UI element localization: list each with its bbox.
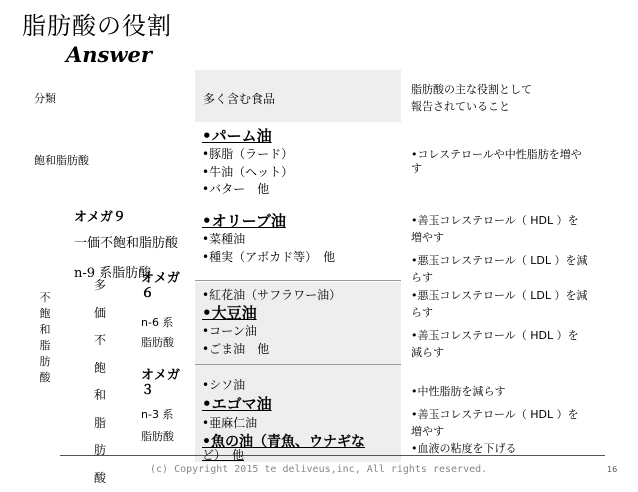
unsaturated-vertical-label: 不飽和脂肪酸 <box>39 291 51 384</box>
polyunsaturated-vertical-label: 多価不飽和脂肪酸 <box>93 278 106 485</box>
omega3-role2-line1: •善玉コレステロール（ HDL ）を <box>411 408 579 421</box>
omega6-series: n-6 系 <box>141 316 174 329</box>
omega9-food-2: •菜種油 <box>202 232 246 246</box>
omega3-food-5: ど） 他 <box>202 448 245 462</box>
copyright-footer: (c) Copyright 2015 te deliveus,inc, All rights reserved. <box>150 464 488 475</box>
omega6-role1-line2: らす <box>411 306 433 319</box>
omega9-type: 一価不飽和脂肪酸 <box>74 236 179 251</box>
omega9-series: n-9 系脂肪酸 <box>74 266 152 281</box>
omega6-series2: 脂肪酸 <box>141 336 174 349</box>
saturated-food-4: •バター 他 <box>202 182 270 196</box>
saturated-role-line2: す <box>411 162 422 175</box>
saturated-food-2: •豚脂（ラード） <box>202 147 294 161</box>
page-title: 脂肪酸の役割 <box>22 12 172 40</box>
omega3-food-4: •魚の油（青魚、ウナギな <box>202 434 365 450</box>
omega6-food-2: •大豆油 <box>202 304 257 322</box>
omega9-label: オメガ９ <box>74 210 126 225</box>
saturated-food-1: •パーム油 <box>202 127 272 145</box>
omega3-role2-line2: 増やす <box>411 425 444 438</box>
divider-omega6 <box>195 280 401 281</box>
omega6-food-1: •紅花油（サフラワー油） <box>202 288 342 302</box>
omega3-series2: 脂肪酸 <box>141 430 174 443</box>
omega6-label: オメガ ６ <box>141 271 180 301</box>
saturated-role-line1: •コレステロールや中性脂肪を増や <box>411 148 582 161</box>
divider-omega3 <box>195 364 401 365</box>
header-role-line1: 脂肪酸の主な役割として <box>411 83 532 96</box>
omega6-food-3: •コーン油 <box>202 324 257 338</box>
omega3-food-2: •エゴマ油 <box>202 395 272 413</box>
header-category: 分類 <box>34 92 56 105</box>
page-subtitle: Answer <box>66 42 152 67</box>
omega9-role1-line1: •善玉コレステロール（ HDL ）を <box>411 214 579 227</box>
omega3-role3: •血液の粘度を下げる <box>411 442 517 455</box>
header-foods: 多く含む食品 <box>203 92 276 106</box>
header-role-line2: 報告されていること <box>411 100 510 113</box>
omega6-role2-line2: 減らす <box>411 346 444 359</box>
saturated-food-3: •牛油（ヘット） <box>202 165 294 179</box>
omega9-food-3: •種実（アボカド等） 他 <box>202 250 336 264</box>
omega3-label: オメガ ３ <box>141 368 180 398</box>
omega6-food-4: •ごま油 他 <box>202 342 270 356</box>
omega6-role2-line1: •善玉コレステロール（ HDL ）を <box>411 329 579 342</box>
omega3-role1: •中性脂肪を減らす <box>411 385 506 398</box>
omega9-role2-line1: •悪玉コレステロール（ LDL ）を減 <box>411 254 588 267</box>
page-number: 16 <box>607 465 618 474</box>
saturated-label: 飽和脂肪酸 <box>34 154 89 167</box>
footer-rule <box>60 455 605 456</box>
omega3-food-3: •亜麻仁油 <box>202 416 258 430</box>
omega3-series: n-3 系 <box>141 408 174 421</box>
omega6-role1-line1: •悪玉コレステロール（ LDL ）を減 <box>411 289 588 302</box>
omega3-food-1: •シソ油 <box>202 378 246 392</box>
omega9-role1-line2: 増やす <box>411 231 444 244</box>
omega9-role2-line2: らす <box>411 271 433 284</box>
omega9-food-1: •オリーブ油 <box>202 212 286 230</box>
